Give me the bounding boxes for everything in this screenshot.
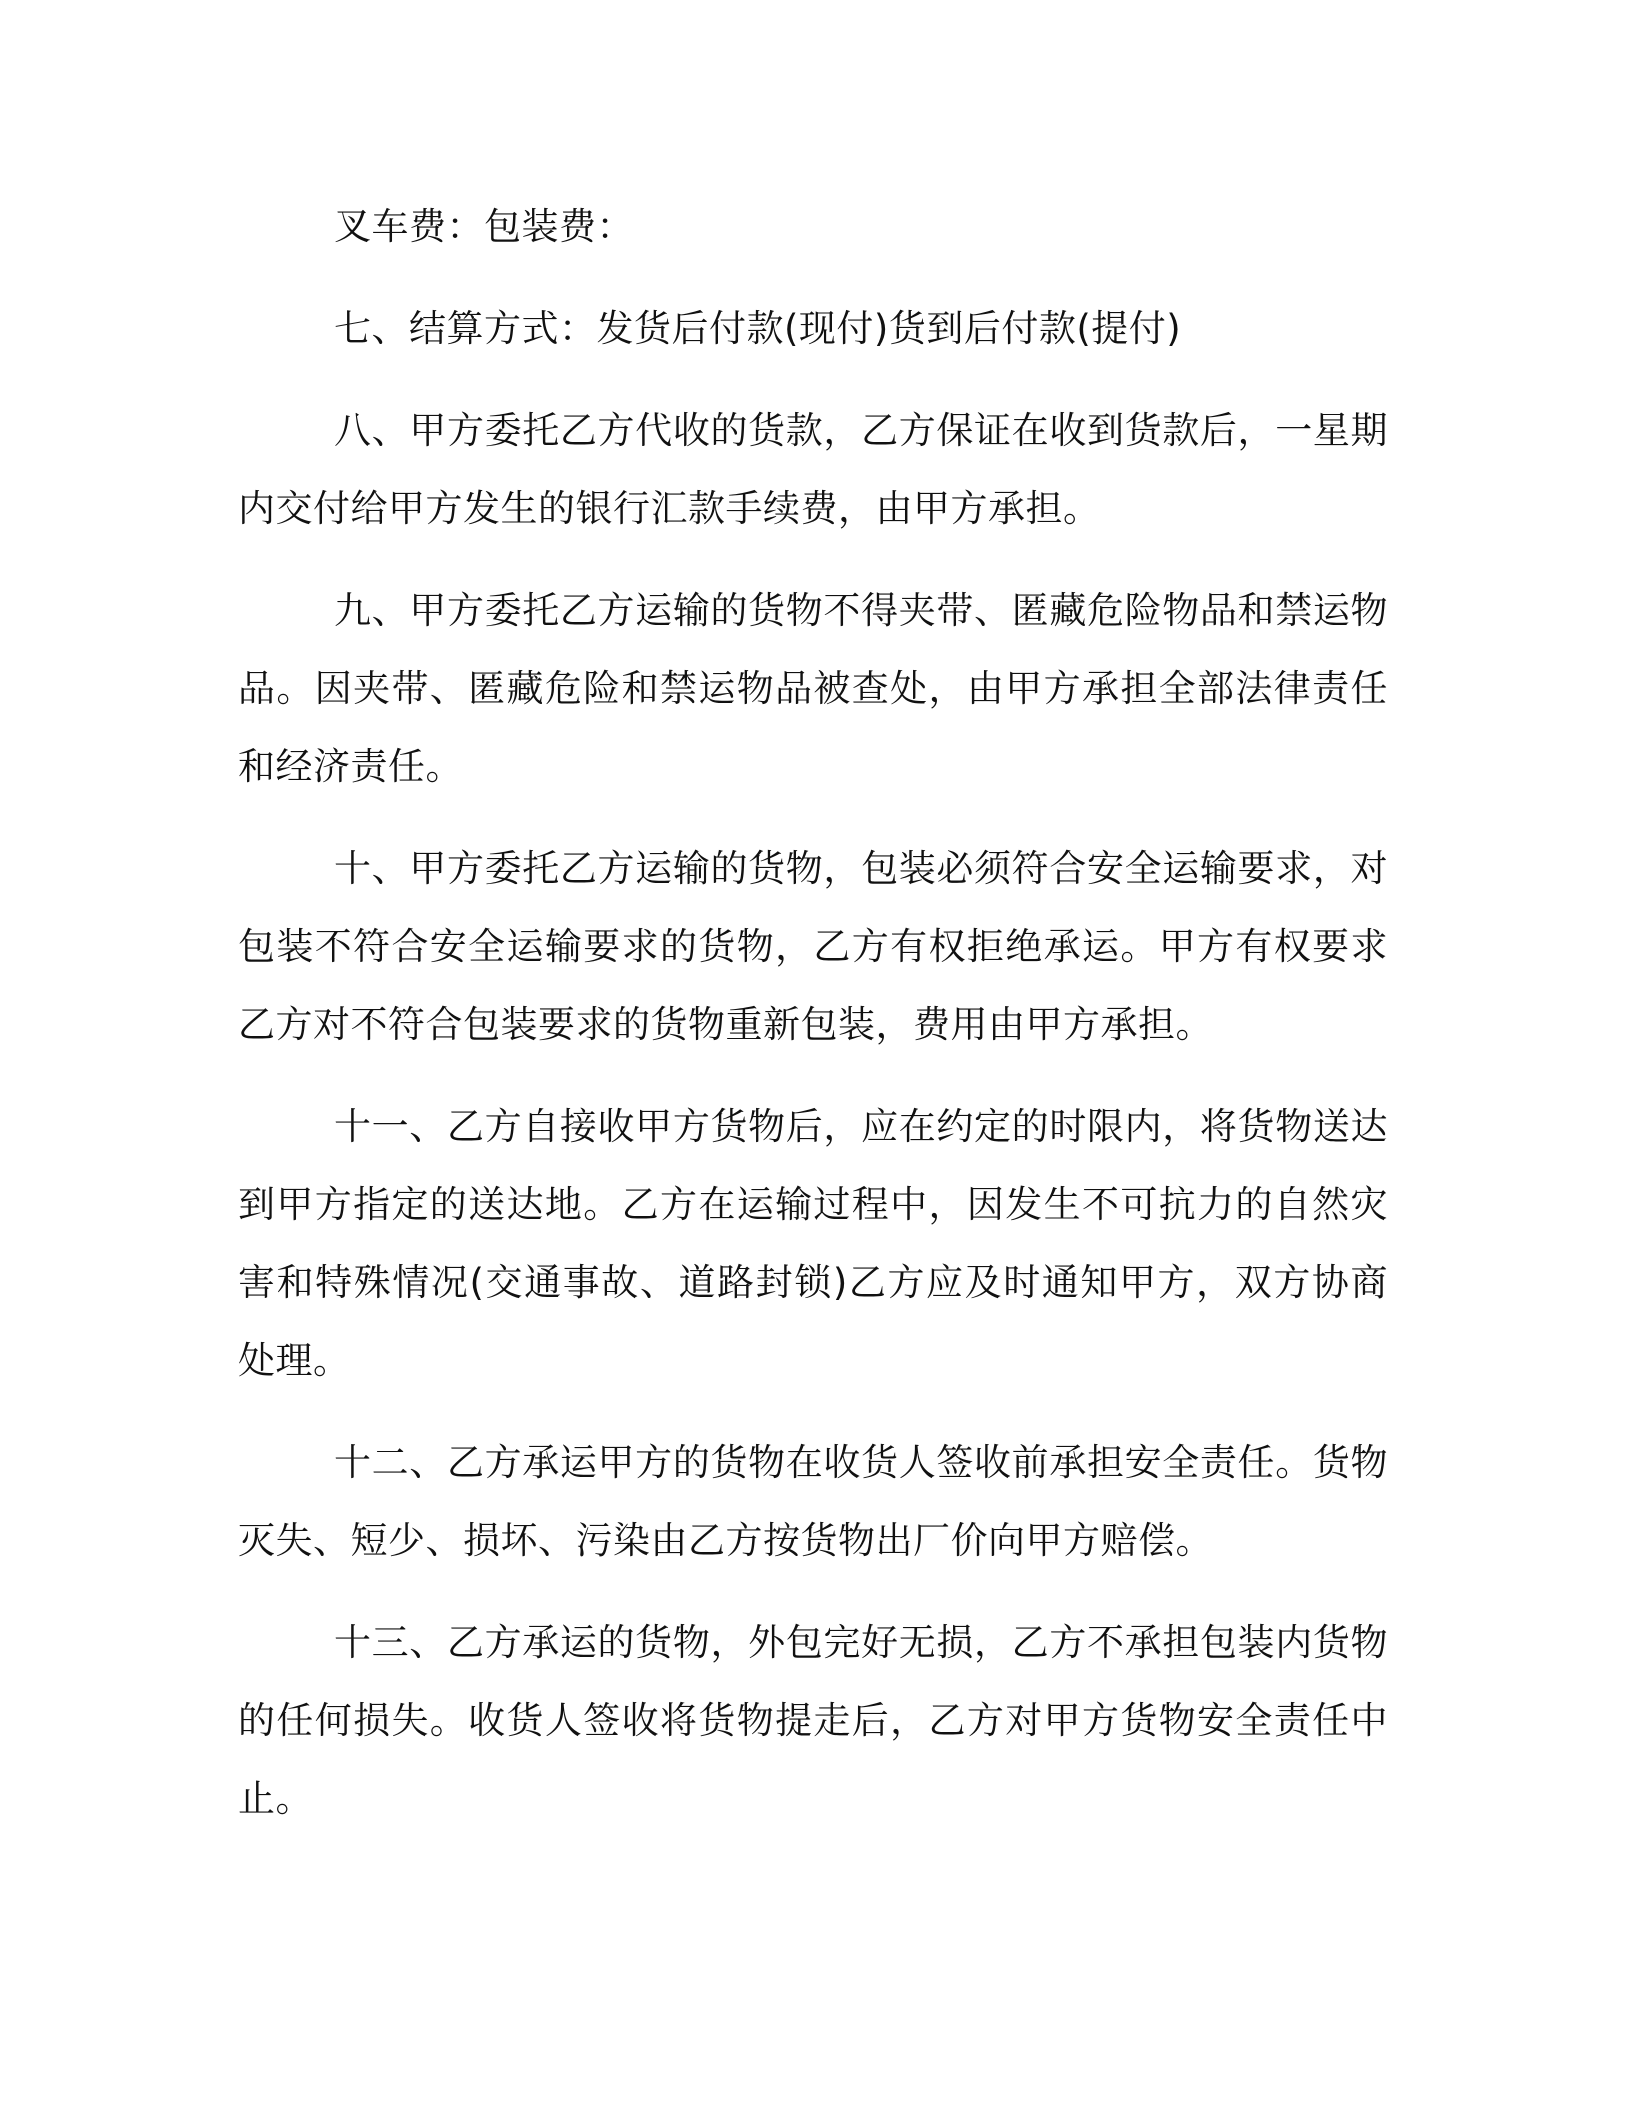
paragraph-7-settlement: 七、结算方式：发货后付款(现付)货到后付款(提付) — [334, 307, 1182, 350]
paragraph-9-prohibited-goods: 九、甲方委托乙方运输的货物不得夹带、匿藏危险物品和禁运物品。因夹带、匿藏危险和禁运物品被查处，由甲方承担全部法律责任和经济责任。 — [238, 589, 1388, 788]
document-body — [238, 188, 1388, 1862]
paragraph-8-collection: 八、甲方委托乙方代收的货款，乙方保证在收到货款后，一星期内交付给甲方发生的银行汇款手续费，由甲方承担。 — [238, 409, 1388, 530]
paragraph-12-liability: 十二、乙方承运甲方的货物在收货人签收前承担安全责任。货物灭失、短少、损坏、污染由乙方按货物出厂价向甲方赔偿。 — [238, 1441, 1388, 1562]
paragraph-13-package-damage: 十三、乙方承运的货物，外包完好无损，乙方不承担包装内货物的任何损失。收货人签收将货物提走后，乙方对甲方货物安全责任中止。 — [238, 1621, 1388, 1820]
paragraph-11-delivery: 十一、乙方自接收甲方货物后，应在约定的时限内，将货物送达到甲方指定的送达地。乙方在运输过程中，因发生不可抗力的自然灾害和特殊情况(交通事故、道路封锁)乙方应及时通知甲方，双方协商处理。 — [238, 1105, 1388, 1382]
paragraph-fees: 叉车费：包装费： — [334, 205, 634, 248]
paragraph-10-packaging: 十、甲方委托乙方运输的货物，包装必须符合安全运输要求，对包装不符合安全运输要求的货物，乙方有权拒绝承运。甲方有权要求乙方对不符合包装要求的货物重新包装，费用由甲方承担。 — [238, 847, 1388, 1046]
